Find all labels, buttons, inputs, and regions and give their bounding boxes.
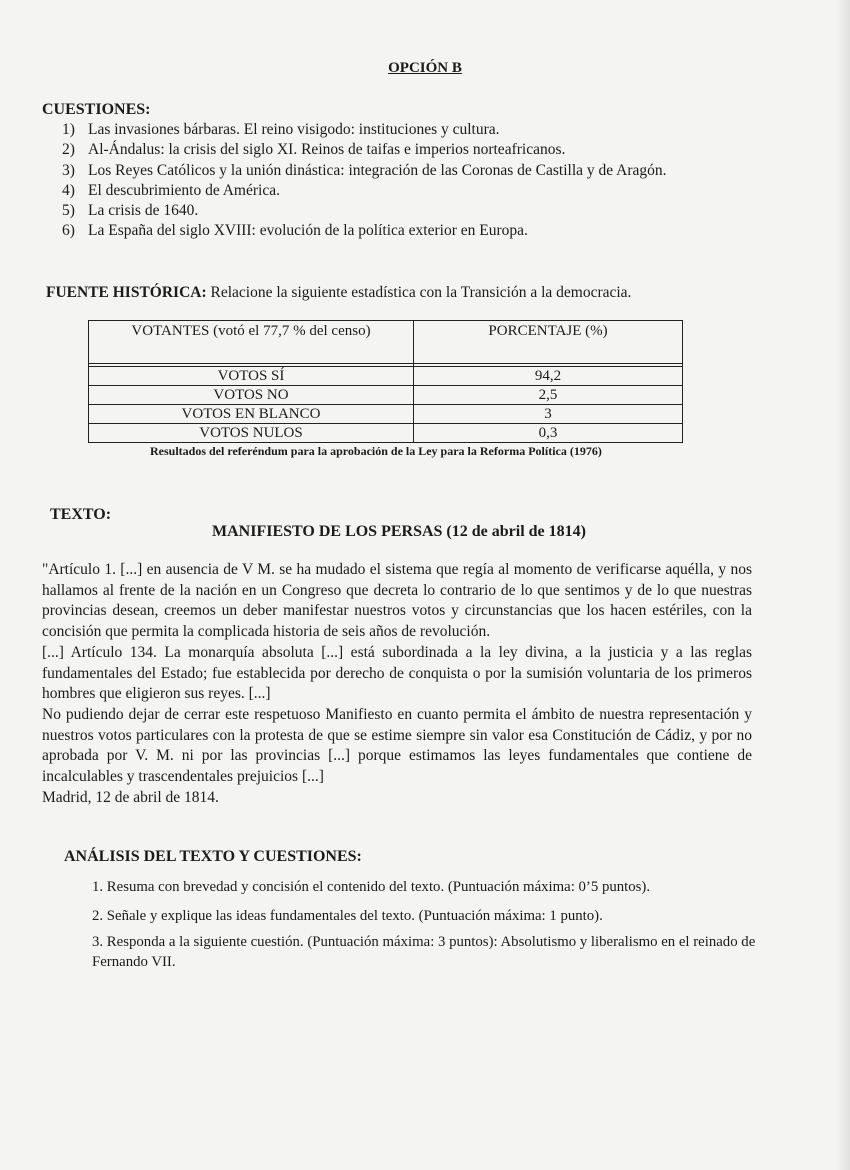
text-paragraph: No pudiendo dejar de cerrar este respetuoso Manifiesto en cuanto permita el ámbito de nuestra representación y nuestros votos particulares con la protesta de que se estime siempre sin valor esa Constitución de Cádiz, y por no aprobada por V. M. ni por las provincias [...] porque estimamos las leyes fundamentales que contiene de incalculables y trascendentales prejuicios [...]	[42, 705, 752, 786]
page-edge-shadow	[836, 0, 850, 1170]
text-signature-line: Madrid, 12 de abril de 1814.	[42, 788, 219, 806]
table-row: VOTOS NO 2,5	[89, 386, 683, 405]
manifiesto-text	[42, 560, 752, 808]
referendum-table	[88, 320, 683, 443]
table-row: VOTOS SÍ 94,2	[89, 367, 683, 386]
texto-heading: TEXTO:	[50, 506, 112, 523]
list-item: 2) Al-Ándalus: la crisis del siglo XI. Reinos de taifas e imperios norteafricanos.	[62, 141, 566, 159]
list-item: 6) La España del siglo XVIII: evolución de la política exterior en Europa.	[62, 222, 528, 240]
column-header-votantes: VOTANTES (votó el 77,7 % del censo)	[89, 321, 414, 364]
analysis-question: 3. Responda a la siguiente cuestión. (Puntuación máxima: 3 puntos): Absolutismo y liberalismo en el reinado de Fernando VII.	[92, 934, 756, 970]
cuestiones-heading: CUESTIONES:	[42, 101, 151, 118]
fuente-label: FUENTE HISTÓRICA:	[46, 284, 207, 301]
table-caption: Resultados del referéndum para la aprobación de la Ley para la Reforma Política (1976)	[150, 444, 602, 458]
table-row: VOTOS NULOS 0,3	[89, 424, 683, 443]
table-header-row	[89, 321, 683, 364]
text-paragraph: "Artículo 1. [...] en ausencia de V M. se ha mudado el sistema que regía al momento de verificarse aquélla, y nos hallamos al frente de la nación en un Congreso que decreta lo contrario de lo que sentimos y de lo que nuestras provincias desean, creemos un deber manifestar nuestros votos y circunstancias que los hacen estériles, con la concisión que permita la complicada historia de seis años de revolución.	[42, 561, 752, 641]
table-row: VOTOS EN BLANCO 3	[89, 405, 683, 424]
fuente-instruction: Relacione la siguiente estadística con la Transición a la democracia.	[210, 284, 632, 301]
column-header-porcentaje: PORCENTAJE (%)	[414, 321, 683, 364]
analysis-question: 2. Señale y explique las ideas fundamentales del texto. (Puntuación máxima: 1 punto).	[92, 908, 603, 924]
fuente-historica	[46, 284, 631, 302]
manifiesto-title: MANIFIESTO DE LOS PERSAS (12 de abril de 1814)	[212, 523, 586, 540]
cuestiones-list	[62, 120, 667, 242]
list-item: 4) El descubrimiento de América.	[62, 181, 280, 199]
list-item: 5) La crisis de 1640.	[62, 202, 199, 220]
list-item: 3) Los Reyes Católicos y la unión dinástica: integración de las Coronas de Castilla y de Aragón.	[62, 161, 667, 179]
list-item: 1) Las invasiones bárbaras. El reino visigodo: instituciones y cultura.	[62, 121, 500, 138]
option-title: OPCIÓN B	[388, 60, 462, 76]
text-paragraph: [...] Artículo 134. La monarquía absoluta [...] está subordinada a la ley divina, a la justicia y a las reglas fundamentales del Estado; fue establecida por derecho de conquista o por la sumisión voluntaria de los primeros hombres que eligieron sus reyes. [...]	[42, 643, 752, 703]
analysis-question: 1. Resuma con brevedad y concisión el contenido del texto. (Puntuación máxima: 0’5 puntos).	[92, 879, 651, 895]
analisis-heading: ANÁLISIS DEL TEXTO Y CUESTIONES:	[64, 848, 362, 865]
